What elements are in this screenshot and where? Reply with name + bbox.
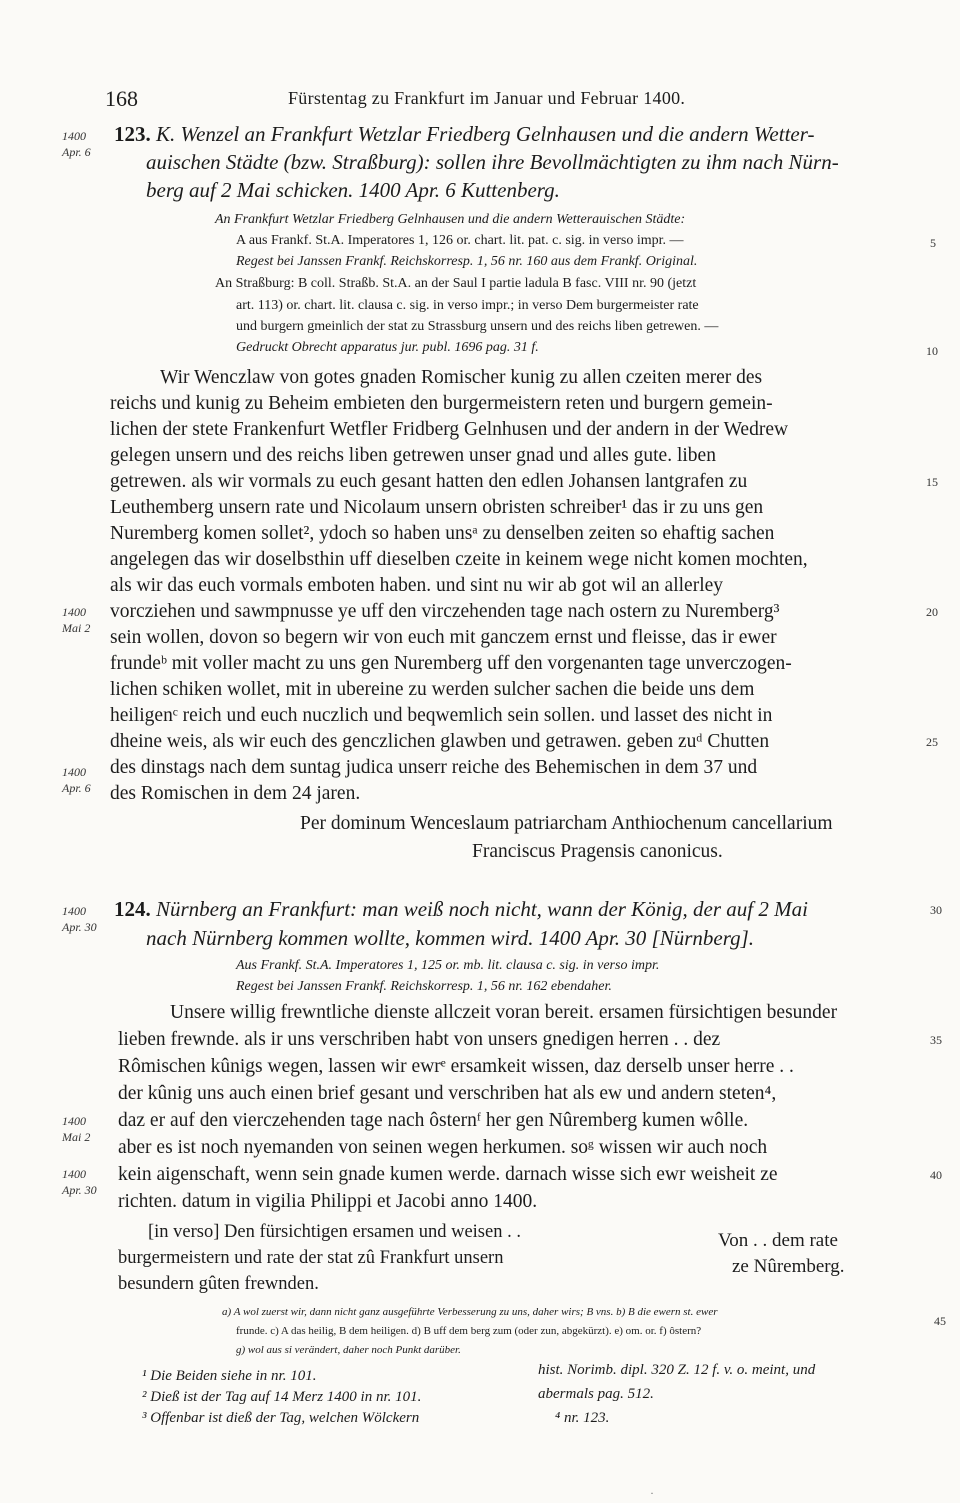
doc-123-heading-line-2: auischen Städte (bzw. Straßburg): sollen ihre Bevollmächtigten zu ihm nach Nürn- [146, 150, 839, 174]
line-number: 20 [926, 605, 938, 619]
doc-124-number: 124. [114, 897, 151, 921]
doc-123-text-line: heiligenᶜ reich und euch nuczlich und beqwemlich sein sollen. und lasset des nicht in [110, 705, 773, 726]
margin-date-124: 1400 Apr. 30 [62, 904, 97, 934]
doc-124-text-line: kein aigenschaft, wenn sein gnade kumen werde. darnach wisse sich ewr weisheit ze [118, 1164, 778, 1185]
doc-124-text-line: der kûnig uns auch einen brief gesant und verschriben hat als ew und andern steten⁴, [118, 1083, 777, 1104]
line-number: 45 [934, 1314, 946, 1328]
line-number: 35 [930, 1033, 942, 1047]
page-number: 168 [105, 86, 138, 111]
doc-124-text-line: Rômischen kûnigs wegen, lassen wir ewrᵉ ersamkeit wissen, daz derselb unser herre . . [118, 1056, 794, 1077]
line-number: 15 [926, 475, 938, 489]
doc-124-heading-line-2: nach Nürnberg kommen wollte, kommen wird. 1400 Apr. 30 [Nürnberg]. [146, 926, 755, 950]
doc-123-number: 123. [114, 122, 151, 146]
doc-124-address-right-line: ze Nûremberg. [732, 1256, 845, 1277]
line-number: 40 [930, 1168, 942, 1182]
doc-123-text-line: Wir Wenczlaw von gotes gnaden Romischer kunig zu allen czeiten merer des [160, 367, 763, 388]
doc-123-text-line: getrewen. als wir vormals zu euch gesant hatten den edlen Johansen lantgrafen zu [110, 471, 748, 492]
margin-date: 1400 Mai 2 [62, 605, 91, 635]
margin-date: 1400 Apr. 6 [62, 765, 91, 795]
doc-124-address-right-line: Von . . dem rate [718, 1230, 838, 1251]
line-number: 10 [926, 344, 938, 358]
doc-123-meta-line: art. 113) or. chart. lit. clausa c. sig. in verso impr.; in verso Dem burgermeister rate [236, 298, 699, 313]
doc-124-heading-line-1: 124. Nürnberg an Frankfurt: man weiß noch nicht, wann der König, der auf 2 Mai [114, 897, 808, 921]
line-number: 5 [930, 236, 936, 250]
variant-notes-line: frunde. c) A das heilig, B dem heiligen. d) B uff dem berg zum (oder zun, abgekürzt). e) om. or. f) ôstern? [236, 1325, 702, 1337]
footnote-left: ² Dieß ist der Tag auf 14 Merz 1400 in nr. 101. [142, 1389, 422, 1405]
variant-notes-line: a) A wol zuerst wir, dann nicht ganz ausgeführte Verbesserung zu uns, daher wirs; B vns. b) B die ewern st. ewer [222, 1306, 718, 1318]
doc-123-meta-line: Gedruckt Obrecht apparatus jur. publ. 1696 pag. 31 f. [236, 340, 539, 355]
doc-123-signature-line: Per dominum Wenceslaum patriarcham Anthiochenum cancellarium [300, 813, 833, 834]
doc-123-text-line: frundeᵇ mit voller macht zu uns gen Nuremberg uff den vorgenanten tage unverczogen- [110, 653, 792, 674]
doc-124-address-line: besundern gûten frewnden. [118, 1274, 319, 1294]
scan-speck: · [650, 1486, 654, 1500]
margin-date: 1400 Mai 2 [62, 1114, 91, 1144]
doc-123-meta-line: An Frankfurt Wetzlar Friedberg Gelnhausen und die andern Wetterauischen Städte: [215, 212, 686, 227]
doc-123-text-line: vorcziehen und sawmpnusse ye uff den virczehenden tage nach ostern zu Nuremberg³ [110, 601, 780, 622]
doc-123-text-line: Leuthemberg unsern rate und Nicolaum unsern obristen schreiber¹ das ir zu uns gen [110, 497, 764, 518]
footnote-left: ¹ Die Beiden siehe in nr. 101. [142, 1368, 317, 1384]
doc-124-text-line: richten. datum in vigilia Philippi et Jacobi anno 1400. [118, 1191, 538, 1212]
variant-notes-line: g) wol aus si verändert, daher noch Punkt darüber. [236, 1344, 461, 1356]
doc-123-meta-line: A aus Frankf. St.A. Imperatores 1, 126 or. chart. lit. pat. c. sig. in verso impr. — [236, 233, 684, 248]
doc-123-text-line: des Romischen in dem 24 jaren. [110, 783, 361, 804]
doc-123-text-line: des dinstags nach dem suntag judica unserr reiche des Behemischen in dem 37 und [110, 757, 758, 778]
doc-123-text-line: sein wollen, dovon so begern wir von euch mit ganczem ernst und fleisse, das ir ewer [110, 627, 777, 648]
doc-124-text-line: lieben frewnde. als ir uns verschriben habt von unsers gnedigen herren . . dez [118, 1029, 721, 1050]
doc-123-meta-line: An Straßburg: B coll. Straßb. St.A. an der Saul I partie ladula B fasc. VIII nr. 90 (jetzt [215, 276, 697, 291]
doc-123-heading-line-1: 123. K. Wenzel an Frankfurt Wetzlar Friedberg Gelnhausen und die andern Wetter- [114, 122, 815, 146]
footnote-left: ³ Offenbar ist dieß der Tag, welchen Wölckern [142, 1410, 420, 1426]
doc-124-meta-line: Aus Frankf. St.A. Imperatores 1, 125 or. mb. lit. clausa c. sig. in verso impr. [236, 958, 660, 973]
doc-123-meta-line: und burgern gmeinlich der stat zu Strassburg unsern und des reichs liben getrewen. — [236, 319, 719, 334]
running-title: Fürstentag zu Frankfurt im Januar und Februar 1400. [288, 88, 686, 108]
doc-123-text-line: lichen schiken wollet, mit in ubereine zu werden sulcher sachen die beide uns dem [110, 679, 755, 700]
doc-124-meta-line: Regest bei Janssen Frankf. Reichskorresp. 1, 56 nr. 162 ebendaher. [236, 979, 612, 994]
doc-123-heading-line-3: berg auf 2 Mai schicken. 1400 Apr. 6 Kuttenberg. [146, 178, 560, 202]
margin-date: 1400 Apr. 30 [62, 1167, 97, 1197]
footnote-right: abermals pag. 512. [538, 1386, 654, 1402]
footnote-right: hist. Norimb. dipl. 320 Z. 12 f. v. o. meint, und [538, 1362, 816, 1378]
doc-123-text-line: reichs und kunig zu Beheim embieten den burgermeistern reten und burgern gemein- [110, 393, 773, 414]
doc-123-text-line: dheine weis, als wir euch des genczlichen glawben und getrawen. geben zuᵈ Chutten [110, 731, 770, 752]
doc-123-text-line: angelegen das wir doselbsthin uff dieselben czeite in keinem wege nicht komen mochten, [110, 549, 808, 570]
footnote-right: ⁴ nr. 123. [555, 1410, 610, 1426]
margin-date-123: 1400 Apr. 6 [62, 129, 91, 159]
line-number: 30 [930, 903, 942, 917]
doc-123-signature-line: Franciscus Pragensis canonicus. [472, 841, 723, 862]
doc-123-text-line: lichen der stete Frankenfurt Wetfler Fridberg Gelnhusen und der andern in der Wedrew [110, 419, 789, 440]
line-number: 25 [926, 735, 938, 749]
doc-124-text-line: daz er auf den vierczehenden tage nach ôsternᶠ her gen Nûremberg kumen wôlle. [118, 1110, 749, 1131]
doc-123-meta-line: Regest bei Janssen Frankf. Reichskorresp. 1, 56 nr. 160 aus dem Frankf. Original. [236, 254, 698, 269]
doc-123-text-line: gelegen unsern und des reichs liben getrewen unser gnad und alles gute. liben [110, 445, 716, 466]
doc-123-text-line: Nuremberg komen sollet², ydoch so haben unsᵃ zu denselben zeiten so ehaftig sachen [110, 523, 775, 544]
doc-123-text-line: als wir das euch vormals emboten haben. und sint nu wir ab got wil an allerley [110, 575, 724, 596]
doc-124-address-line: burgermeistern und rate der stat zû Frankfurt unsern [118, 1248, 504, 1268]
doc-124-text-line: aber es ist noch nyemanden von seinen wegen herkumen. soᵍ wissen wir auch noch [118, 1137, 768, 1158]
doc-124-address-line: [in verso] Den fürsichtigen ersamen und weisen . . [148, 1222, 521, 1242]
doc-124-text-line: Unsere willig frewntliche dienste allczeit voran bereit. ersamen fürsichtigen besunder [170, 1002, 838, 1023]
